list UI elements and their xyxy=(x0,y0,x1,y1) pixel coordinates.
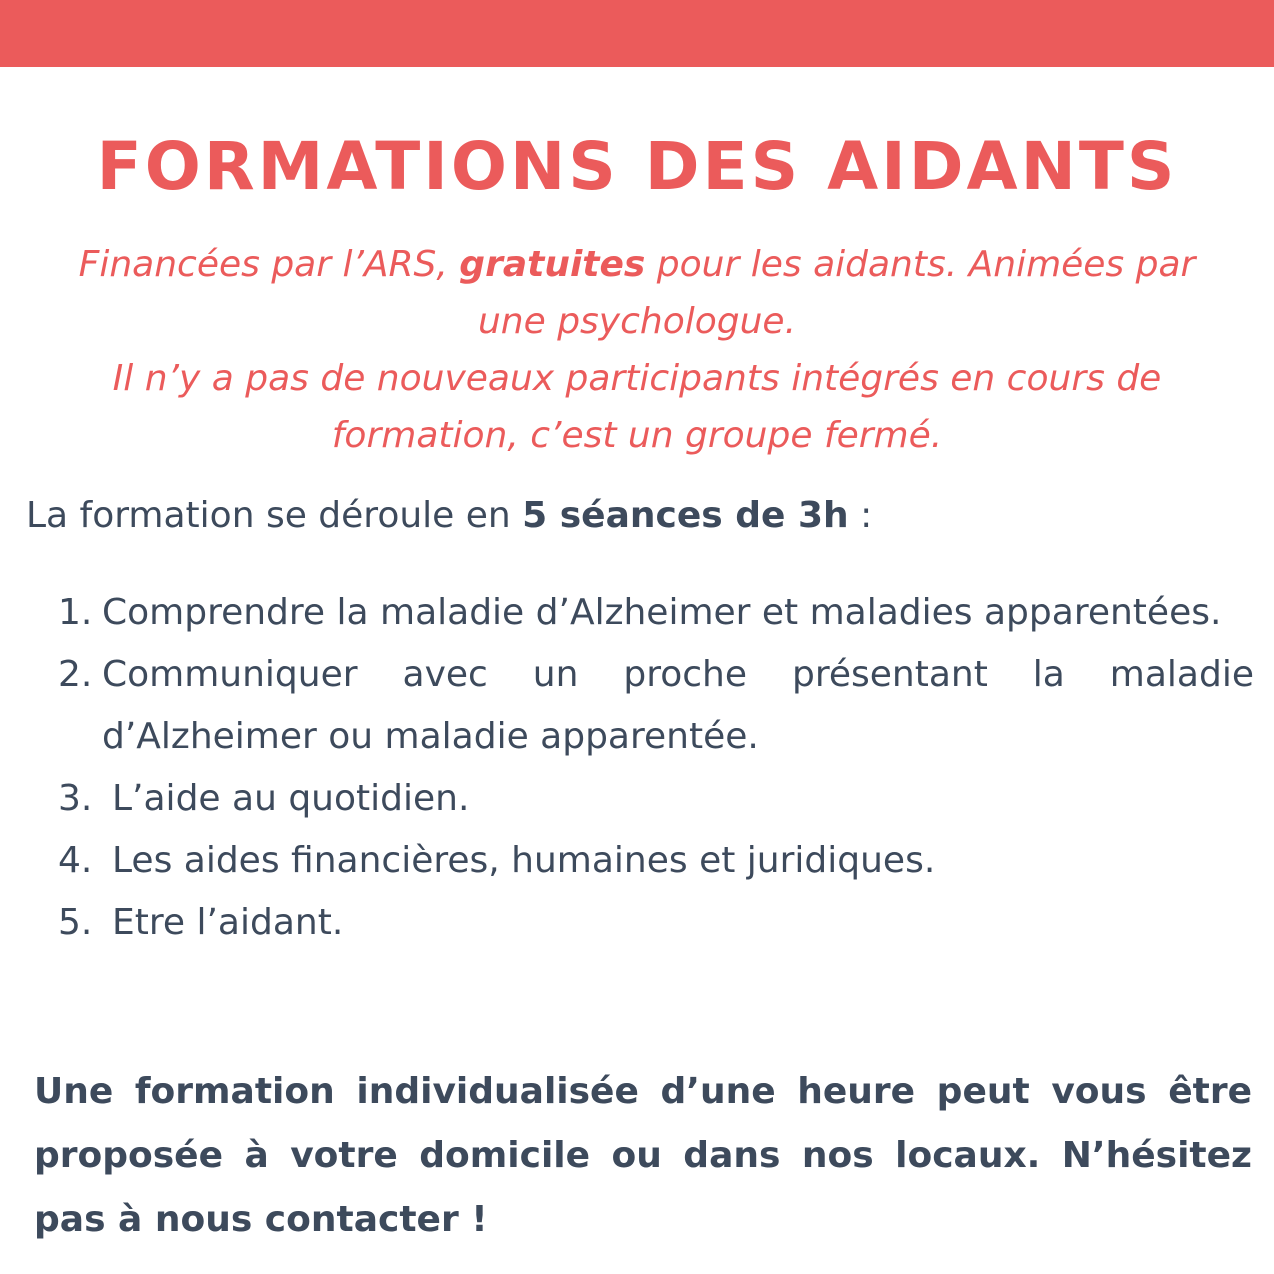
list-item-text: L’aide au quotidien. xyxy=(112,778,470,819)
list-item xyxy=(58,830,1254,892)
list-item xyxy=(58,582,1254,644)
intro-bold: 5 séances de 3h xyxy=(522,495,849,536)
sessions-list xyxy=(58,582,1254,954)
list-item-number: 1. xyxy=(58,592,93,633)
list-item-number: 2. xyxy=(58,654,93,695)
intro-after: : xyxy=(848,495,873,536)
subtitle-bold: gratuites xyxy=(459,244,646,285)
list-item xyxy=(58,892,1254,954)
contact-note: Une formation individualisée d’une heure peut vous être proposée à votre domicile ou dans nos locaux. N’hésitez pas à nous contacter ! xyxy=(34,1071,1252,1240)
list-item-text: Les aides financières, humaines et juridiques. xyxy=(112,840,936,881)
list-item-number: 4. xyxy=(58,840,93,881)
list-item-text: Etre l’aidant. xyxy=(112,902,344,943)
top-accent-bar xyxy=(0,0,1274,67)
list-item-text: Comprendre la maladie d’Alzheimer et maladies apparentées. xyxy=(102,592,1222,633)
list-item-text: Communiquer avec un proche présentant la maladie d’Alzheimer ou maladie apparentée. xyxy=(102,654,1254,757)
list-item-number: 5. xyxy=(58,902,93,943)
subtitle-line2: Il n’y a pas de nouveaux participants intégrés en cours de formation, c’est un groupe fermé. xyxy=(112,358,1162,456)
list-item-number: 3. xyxy=(58,778,93,819)
subtitle-part1: Financées par l’ARS, xyxy=(78,244,460,285)
list-item xyxy=(58,644,1254,768)
subtitle-part2: pour les aidants. Animées par une psychologue. xyxy=(477,244,1196,342)
intro-text xyxy=(26,488,1246,544)
list-item xyxy=(58,768,1254,830)
subtitle xyxy=(40,236,1234,464)
intro-before: La formation se déroule en xyxy=(26,495,523,536)
page-title: FORMATIONS DES AIDANTS xyxy=(96,128,1178,205)
